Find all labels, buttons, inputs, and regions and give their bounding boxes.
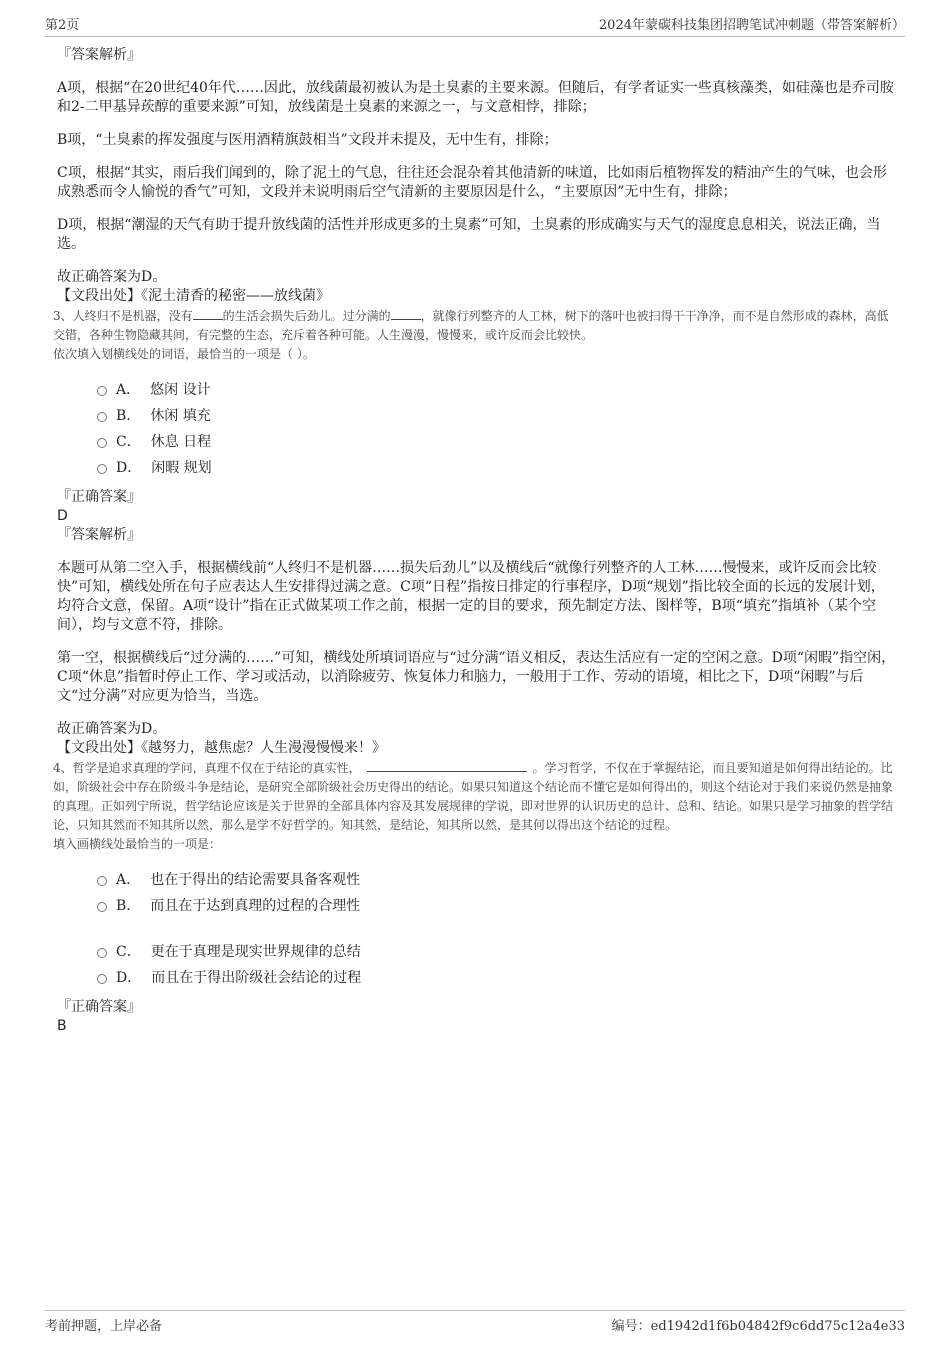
q3-analysis-2: 第一空，根据横线后“过分满的……”可知，横线处所填词语应与“过分满”语义相反，表达生活应有一定的空闲之意。D项“闲暇”指空闲，C项“休息”指暂时停止工作、学习或活动，以消除疲劳、恢复体力和脑力，一般用于工作、劳动的语境，相比之下，D项“闲暇”与后文“过分满”对应更为恰当，当选。 [57, 650, 896, 704]
radio-icon[interactable] [97, 974, 107, 984]
q4-option-a[interactable]: A． 也在于得出的结论需要具备客观性 [97, 866, 897, 892]
radio-icon[interactable] [97, 412, 107, 422]
radio-icon[interactable] [97, 386, 107, 396]
q2-analysis-c: C项，根据“其实，雨后我们闻到的，除了泥土的气息，往往还会混杂着其他清新的味道，比如雨后植物挥发的精油产生的气味，也会形成熟悉而令人愉悦的香气”可知，文段并未说明雨后空气清新的主要原因是什么，“主要原因”无中生有，排除； [57, 165, 887, 200]
q3-analysis-label: 『答案解析』 [57, 527, 141, 543]
q2-analysis-a: A项，根据“在20世纪40年代……因此，放线菌最初被认为是土臭素的主要来源。但随后，有学者证实一些真核藻类，如硅藻也是乔司胺和2-二甲基异莰醇的重要来源”可知，放线菌是土臭素的来源之一，与文意相悖，排除； [57, 80, 894, 115]
q4-correct-label: 『正确答案』 [57, 999, 141, 1015]
q3-option-b[interactable]: B． 休闲 填充 [97, 402, 897, 428]
q4-option-d[interactable]: D． 而且在于得出阶级社会结论的过程 [97, 964, 897, 990]
radio-icon[interactable] [97, 464, 107, 474]
q3-option-c[interactable]: C． 休息 日程 [97, 428, 897, 454]
q3-correct-answer: D [57, 508, 68, 524]
q4-option-b[interactable]: B． 而且在于达到真理的过程的合理性 [97, 892, 897, 918]
q4-instruction: 填入画横线处最恰当的一项是： [53, 837, 222, 851]
q4-option-c[interactable]: C． 更在于真理是现实世界规律的总结 [97, 938, 897, 964]
radio-icon[interactable] [97, 948, 107, 958]
q4-correct-answer: B [57, 1018, 67, 1034]
q2-analysis-b: B项，“土臭素的挥发强度与医用酒精旗鼓相当”文段并未提及，无中生有，排除； [57, 132, 558, 148]
main-content [53, 46, 897, 1036]
radio-icon[interactable] [97, 876, 107, 886]
q2-analysis-label: 『答案解析』 [57, 47, 141, 63]
q3-conclusion: 故正确答案为D。 [57, 721, 167, 737]
q3-option-a[interactable]: A． 悠闲 设计 [97, 376, 897, 402]
footer-slogan: 考前押题，上岸必备 [45, 1319, 163, 1334]
radio-icon[interactable] [97, 438, 107, 448]
q3-analysis-1: 本题可从第二空入手，根据横线前“人终归不是机器……损失后劲儿”以及横线后“就像行列整齐的人工林……慢慢来，或许反而会比较快”可知，横线处所在句子应表达人生安排得过满之意。C项“日程”指按日排定的行事程序，D项“规划”指比较全面的长远的发展计划，均符合文意，保留。A项“设计”指在正式做某项工作之前，根据一定的目的要求，预先制定方法、图样等，B项“填充”指填补（某个空间），均与文意不符，排除。 [57, 560, 885, 633]
q3-correct-label: 『正确答案』 [57, 489, 141, 505]
q2-conclusion: 故正确答案为D。 [57, 269, 167, 285]
page-footer [45, 1310, 905, 1334]
q3-stem: 3、人终归不是机器，没有 的生活会损失后劲儿。过分满的 ，就像行列整齐的人工林，树下的落叶也被扫得干干净净，而不是自然形成的森林，高低交错，各种生物隐藏其间，有完整的生态，充斥着各种可能。人生漫漫，慢慢来，或许反而会比较快。 [53, 306, 897, 345]
q3-instruction: 依次填入划横线处的词语，最恰当的一项是（ ）。 [53, 347, 315, 361]
q3-option-d[interactable]: D． 闲暇 规划 [97, 454, 897, 480]
q4-stem: 4、哲学是追求真理的学问，真理不仅在于结论的真实性， 。学习哲学，不仅在于掌握结论，而且要知道是如何得出结论的。比如，阶级社会中存在阶级斗争是结论，是研究全部阶级社会历史得出的结论。如果只知道这个结论而不懂它是如何得出的，则这个结论对于我们来说仍然是抽象的真理。正如列宁所说，哲学结论应该是关于世界的全部具体内容及其发展规律的学说，即对世界的认识历史的总计、总和、结论。如果只是学习抽象的哲学结论，只知其然而不知其所以然，那么是学不好哲学的。知其然，是结论，知其所以然，是其何以得出这个结论的过程。 [53, 758, 897, 835]
page-number: 第2页 [45, 18, 80, 33]
q3-options [97, 376, 897, 480]
page-header [45, 14, 905, 37]
q2-analysis-d: D项，根据“潮湿的天气有助于提升放线菌的活性并形成更多的土臭素”可知，土臭素的形成确实与天气的湿度息息相关，说法正确，当选。 [57, 217, 881, 252]
q3-blank-1 [193, 306, 223, 320]
q3-blank-2 [391, 306, 421, 320]
q3-source: 【文段出处】《越努力，越焦虑？人生漫漫慢慢来！》 [57, 740, 386, 756]
document-id: 编号：ed1942d1f6b04842f9c6dd75c12a4e33 [611, 1319, 905, 1334]
q4-blank [367, 758, 527, 772]
document-title: 2024年蒙碳科技集团招聘笔试冲刺题（带答案解析） [598, 18, 905, 33]
q4-options [97, 866, 897, 990]
radio-icon[interactable] [97, 902, 107, 912]
q2-source: 【文段出处】《泥土清香的秘密——放线菌》 [57, 288, 330, 304]
